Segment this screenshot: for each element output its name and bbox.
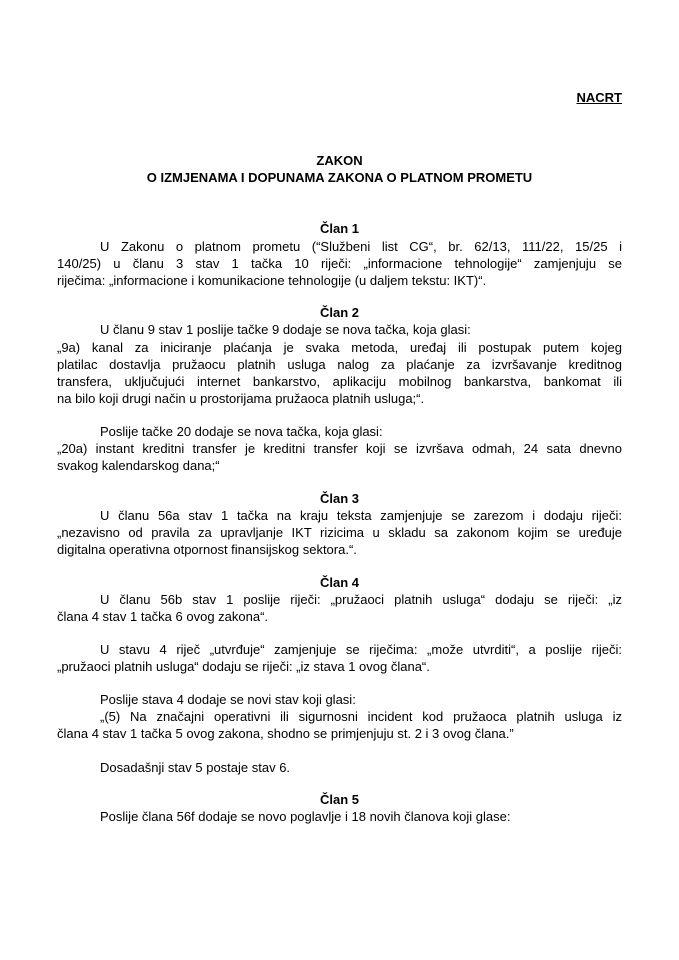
clan-1-heading: Član 1 — [319, 221, 359, 236]
clan-4-p1-line-2: člana 4 stav 1 tačka 6 ovog zakona“. — [57, 609, 269, 624]
clan-2-heading: Član 2 — [319, 305, 359, 320]
clan-3-heading: Član 3 — [319, 491, 359, 506]
clan-2-p2-line-2: „20a) instant kreditni transfer je kreditni transfer koji se izvršava odmah, 24 sata dnevno — [57, 441, 622, 456]
clan-3-line-1: U članu 56a stav 1 tačka na kraju teksta zamjenjuje se zarezom i dodaju riječi: — [100, 508, 622, 523]
clan-4-p2-line-1: U stavu 4 riječ „utvrđuje“ zamjenjuje se riječima: „može utvrditi“, a poslije riječi: — [100, 642, 622, 657]
clan-2-p1-line-4: transfera, uključujući internet bankarstvo, aplikaciju mobilnog bankarstva, bankomat ili — [57, 374, 622, 389]
title-line-2: O IZMJENAMA I DOPUNAMA ZAKONA O PLATNOM PROMETU — [146, 170, 533, 185]
clan-2-p2-line-1: Poslije tačke 20 dodaje se nova tačka, koja glasi: — [100, 424, 383, 439]
clan-2-p1-line-3: platilac dostavlja pružaocu platnih usluga nalog za plaćanje za izvršavanje kreditnog — [57, 357, 622, 372]
clan-4-p3-line-2: „(5) Na značajni operativni ili sigurnosni incident kod pružaoca platnih usluga iz — [100, 709, 622, 724]
clan-4-p3-line-3: člana 4 stav 1 tačka 5 ovog zakona, shodno se primjenjuju st. 2 i 3 ovog člana.” — [57, 726, 514, 741]
clan-4-heading: Član 4 — [319, 575, 359, 590]
clan-1-line-1: U Zakonu o platnom prometu (“Službeni list CG“, br. 62/13, 111/22, 15/25 i — [100, 239, 622, 254]
clan-1-line-3: riječima: „informacione i komunikacione tehnologije (u daljem tekstu: IKT)“. — [57, 273, 487, 288]
clan-2-p1-line-1: U članu 9 stav 1 poslije tačke 9 dodaje se nova tačka, koja glasi: — [100, 322, 471, 337]
clan-4-p1-line-1: U članu 56b stav 1 poslije riječi: „pružaoci platnih usluga“ dodaju se riječi: „iz — [100, 592, 622, 607]
clan-4-p3-line-1: Poslije stava 4 dodaje se novi stav koji glasi: — [100, 692, 356, 707]
clan-4-p2-line-2: „pružaoci platnih usluga“ dodaju se riječi: „iz stava 1 ovog člana“. — [57, 659, 430, 674]
clan-5-line-1: Poslije člana 56f dodaje se novo poglavlje i 18 novih članova koji glase: — [100, 809, 511, 824]
clan-3-line-3: digitalna operativna otpornost finansijskog sektora.“. — [57, 542, 357, 557]
clan-2-p1-line-2: „9a) kanal za iniciranje plaćanja je svaka metoda, uređaj ili postupak putem kojeg — [57, 340, 622, 355]
clan-2-p1-line-5: na bilo koji drugi način u prostorijama pružaoca platnih usluga;“. — [57, 391, 425, 406]
title-line-1: ZAKON — [316, 153, 363, 168]
clan-2-p2-line-3: svakog kalendarskog dana;“ — [57, 458, 220, 473]
clan-4-p4: Dosadašnji stav 5 postaje stav 6. — [100, 760, 291, 775]
clan-3-line-2: „nezavisno od pravila za upravljanje IKT rizicima u skladu sa zakonom kojim se uređuje — [57, 525, 622, 540]
clan-1-line-2: 140/25) u članu 3 stav 1 tačka 10 riječi: „informacione tehnologije“ zamjenjuju se — [57, 256, 622, 271]
clan-5-heading: Član 5 — [319, 792, 359, 807]
draft-label: NACRT — [576, 90, 622, 105]
